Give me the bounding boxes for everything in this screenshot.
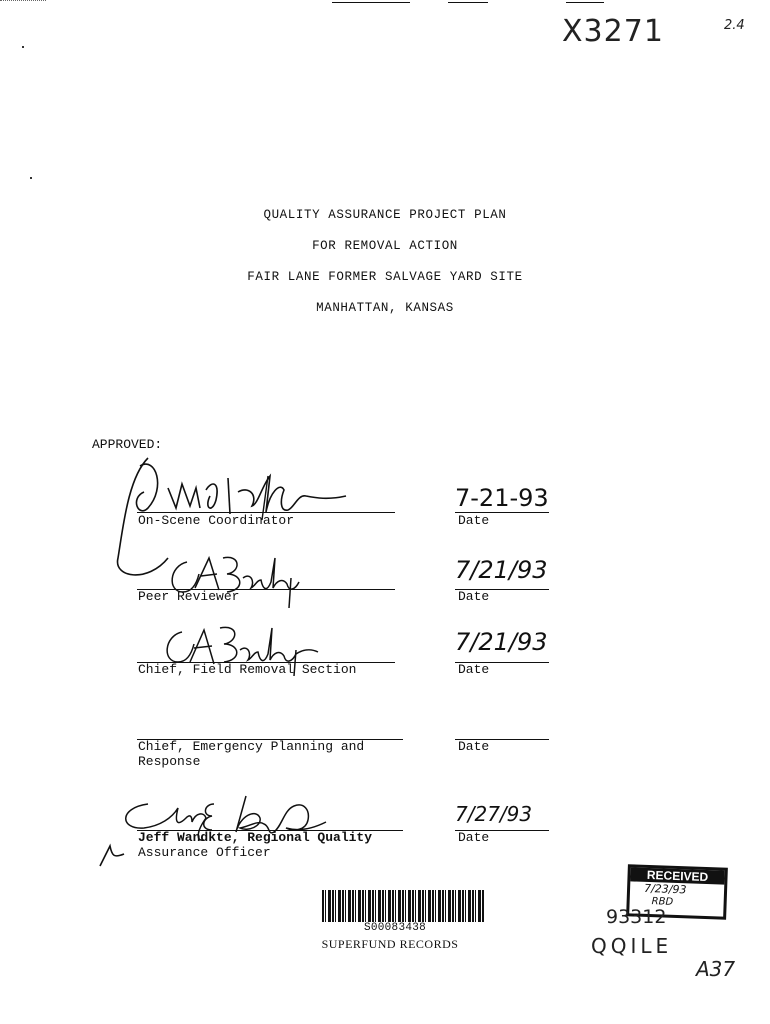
stray-dot xyxy=(30,177,32,179)
barcode xyxy=(322,890,484,922)
handwritten-file: QQILE xyxy=(591,934,673,958)
signer-role-chief-field-removal: Chief, Field Removal Section xyxy=(138,662,357,677)
signer-role-qa-officer-line1: Jeff Wandkte, Regional Quality xyxy=(138,830,373,845)
date-label: Date xyxy=(458,662,490,677)
top-rule xyxy=(566,2,604,3)
date-label: Date xyxy=(458,739,490,754)
signer-role-on-scene-coordinator: On-Scene Coordinator xyxy=(138,513,295,528)
handwritten-ref: A37 xyxy=(696,957,736,981)
handwritten-code: 93312 xyxy=(606,906,667,928)
stray-dot xyxy=(22,46,24,48)
document-number: X3271 xyxy=(562,14,664,49)
initial-mark xyxy=(96,838,132,870)
date-label: Date xyxy=(458,513,490,528)
signer-role-chief-emergency-line2: Response xyxy=(138,754,201,769)
title-line-1: QUALITY ASSURANCE PROJECT PLAN xyxy=(263,208,507,222)
signer-role-peer-reviewer: Peer Reviewer xyxy=(138,589,240,604)
signer-role-chief-emergency-line1: Chief, Emergency Planning and xyxy=(138,739,365,754)
signed-date: 7-21-93 xyxy=(455,484,549,512)
top-rule xyxy=(448,2,488,3)
stamp-initials: RBD xyxy=(651,896,674,908)
title-line-3: FAIR LANE FORMER SALVAGE YARD SITE xyxy=(247,270,523,284)
date-label: Date xyxy=(458,830,490,845)
title-line-2: FOR REMOVAL ACTION xyxy=(312,239,458,253)
signed-date: 7/21/93 xyxy=(455,628,548,656)
approved-heading: APPROVED: xyxy=(92,437,163,452)
title-line-4: MANHATTAN, KANSAS xyxy=(316,301,454,315)
signed-date: 7/27/93 xyxy=(455,802,533,826)
date-label: Date xyxy=(458,589,490,604)
records-label: SUPERFUND RECORDS xyxy=(321,937,459,951)
stamp-date: 7/23/93 xyxy=(643,881,687,897)
corner-mark: 2.4 xyxy=(724,18,745,33)
stamp-word: RECEIVED xyxy=(630,867,724,884)
barcode-number: S00083438 xyxy=(363,922,427,934)
top-left-dash xyxy=(0,0,46,2)
signer-role-qa-officer-line2: Assurance Officer xyxy=(138,845,271,860)
top-rule xyxy=(332,2,410,3)
signed-date: 7/21/93 xyxy=(455,556,548,584)
